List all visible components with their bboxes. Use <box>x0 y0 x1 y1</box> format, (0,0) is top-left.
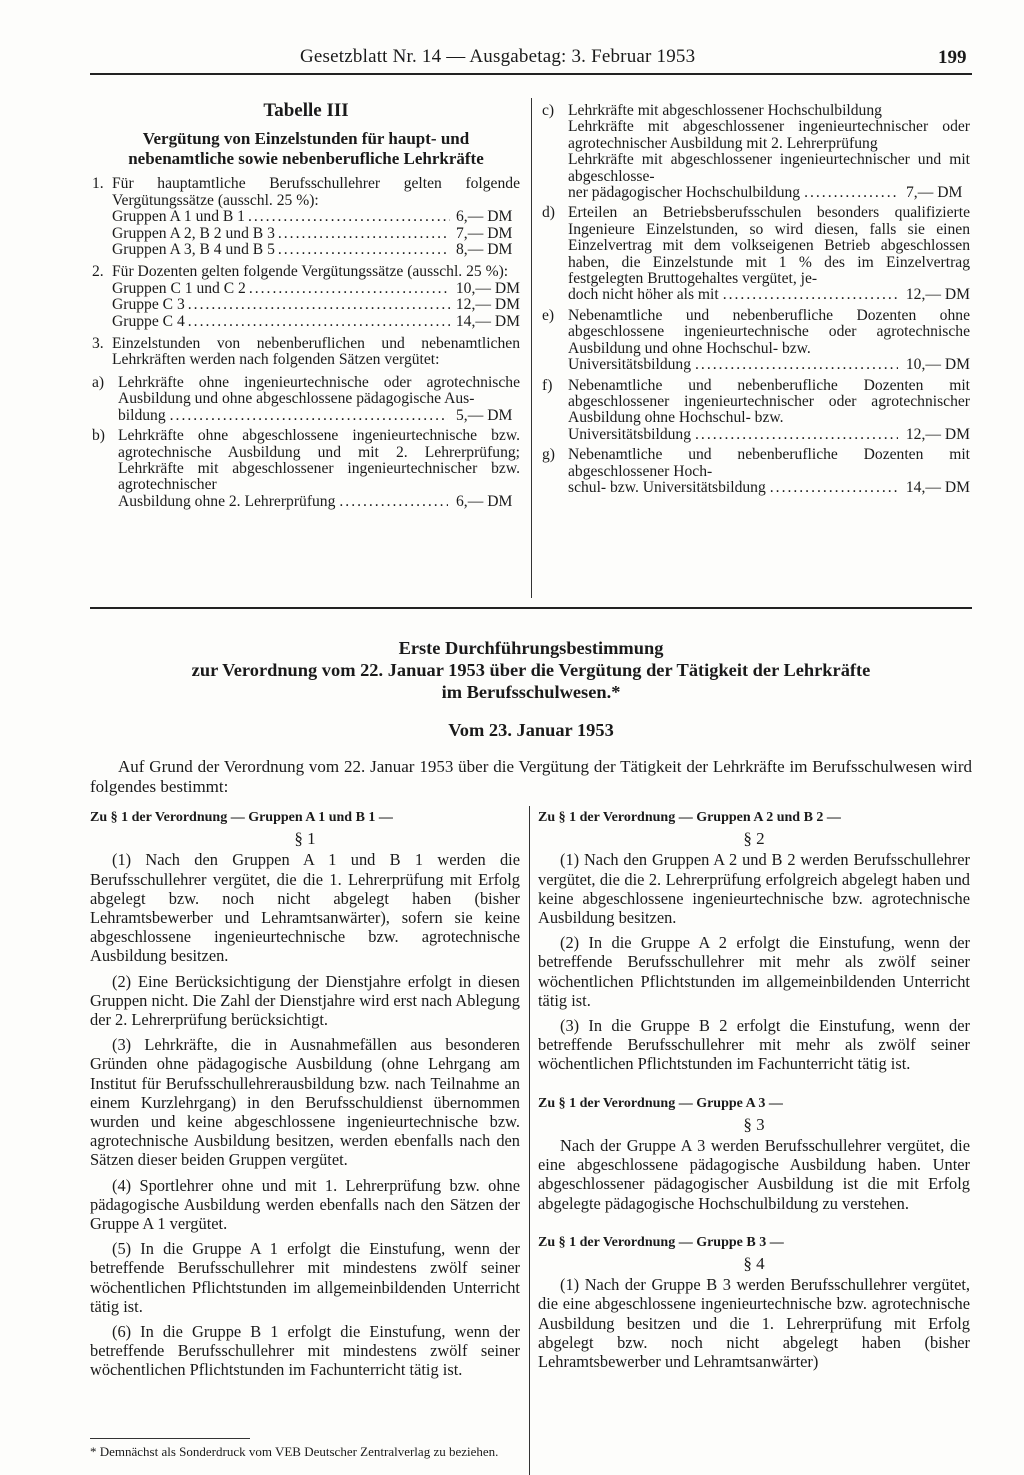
leader-dots <box>188 297 450 313</box>
sub-last-line <box>568 480 970 496</box>
rate-amount: 14,— DM <box>455 312 520 330</box>
sub-last-text: ner pädagogischer Hochschulbildung <box>568 184 801 202</box>
sub-amount: 12,— DM <box>905 286 970 304</box>
leader-dots <box>188 314 450 330</box>
rate-label: Gruppen A 1 und B 1 <box>112 208 245 226</box>
sub-last-line <box>568 185 970 201</box>
paragraph-text: (2) In die Gruppe A 2 erfolgt die Einstufung, wenn der betreffende Berufsschullehrer mit mehr als zwölf seiner wöchentlichen Pflichtstunden im allgemeinbildenden Unterricht tätig ist. <box>538 933 970 1010</box>
sub-letter: c) <box>542 102 555 119</box>
sub-letter: d) <box>542 204 555 222</box>
decree-title-line-3: im Berufsschulwesen.* <box>441 682 621 702</box>
sub-amount: 14,— DM <box>905 478 970 496</box>
table-subtitle-line-1: Vergütung von Einzelstunden für haupt- und <box>142 129 470 149</box>
paragraph-text: (1) Nach den Gruppen A 2 und B 2 werden Berufsschullehrer vergütet, die die 2. Lehrerprüfung erfolgreich abgelegt haben und keine abgeschlossene ingenieurtechnische bzw. agrotechnische Ausbildung besitzen. <box>538 850 970 928</box>
sub-letter: g) <box>542 446 555 464</box>
sub-item-g <box>542 447 970 496</box>
footnote: * Demnächst als Sonderdruck vom VEB Deutscher Zentralverlag zu beziehen. <box>90 1444 499 1459</box>
sub-amount: 6,— DM <box>456 492 513 510</box>
paragraph-mark: § 3 <box>743 1114 765 1134</box>
sub-text: Nebenamtliche und nebenberufliche Dozenten mit abgeschlossener ingenieurtechnischer oder agrotechnischer Ausbildung ohne Hochschul- bzw. <box>568 376 970 427</box>
column-divider <box>529 806 530 1475</box>
sub-text: Erteilen an Betriebsberufsschulen besonders qualifizierte Ingenieure Einzelstunden, so wird diesen, falls sie einen Einzelvertrag mit dem volkseigenen Betrieb abgeschlossen haben, die Einzelstunde mit 1 % des im Einzelvertrag festgelegten Bruttogehaltes vergütet, je- <box>568 204 970 288</box>
paragraph-text: (3) Lehrkräfte, die in Ausnahmefällen aus besonderen Gründen ohne pädagogische Ausbildung (ohne Lehrgang am Institut für Berufsschullehrerausbildung bzw. nach Teilnahme an einem Kurzlehrgang) in den Berufsschuldienst übernommen wurden und keine abgeschlossene ingenieurtechnische bzw. agrotechnische Ausbildung besitzen, werden ebenfalls nach den Sätzen dieser beiden Gruppen vergütet. <box>90 1035 520 1170</box>
rate-label: Gruppe C 3 <box>112 296 185 314</box>
table-column-divider <box>531 98 532 598</box>
paragraph-text: (1) Nach der Gruppe B 3 werden Berufsschullehrer vergütet, die eine abgeschlossene ingenieurtechnische bzw. agrotechnische Ausbildung besitzen und die 1. Lehrerprüfung mit Erfolg abgelegt bzw. noch nicht abgelegt haben (bisher Lehramtsbewerber und Lehramtsanwärter) <box>538 1275 970 1372</box>
sub-letter: f) <box>542 376 553 394</box>
sub-last-text: bildung <box>118 406 166 424</box>
rate-label: Gruppen A 2, B 2 und B 3 <box>112 224 275 242</box>
sub-text: Lehrkräfte ohne abgeschlossene ingenieurtechnische bzw. agrotechnische Ausbildung und mit 2. Lehrerprüfung; Lehrkräfte mit abgeschlossener ingenieurtechnischer bzw. agrotechnischer <box>118 427 520 494</box>
header-rule <box>90 73 972 75</box>
table3-right-column <box>542 103 970 500</box>
spacer <box>538 1080 970 1094</box>
sub-last-line <box>568 287 970 303</box>
sub-amount: 7,— DM <box>906 184 963 202</box>
paragraph-text: (5) In die Gruppe A 1 erfolgt die Einstufung, wenn der betreffende Berufsschullehrer mit mindestens zwölf seiner wöchentlichen Pflichtstunden im allgemeinbildenden Unterricht tätig ist. <box>90 1239 520 1316</box>
rate-row <box>112 314 520 330</box>
sub-last-text: Ausbildung ohne 2. Lehrerprüfung <box>118 492 336 510</box>
paragraph-text: (1) Nach den Gruppen A 1 und B 1 werden die Berufsschullehrer vergütet, die die 1. Lehrerprüfung mit Erfolg abgelegt bzw. noch nicht abgelegt haben (bisher Lehramtsbewerber und Lehramtsanwärter), sofern sie keine abgeschlossene ingenieurtechnische bzw. agrotechnische Ausbildung besitzen. <box>90 850 520 966</box>
leader-dots <box>248 209 450 225</box>
rate-amount: 6,— DM <box>456 208 513 226</box>
sub-last-text: doch nicht höher als mit <box>568 286 719 304</box>
sub-text: Nebenamtliche und nebenberufliche Dozenten ohne abgeschlossene ingenieurtechnische oder agrotechnische Ausbildung und ohne Hochschul- bzw. <box>568 306 970 357</box>
section-heading: Zu § 1 der Verordnung — Gruppen A 2 und B 2 — <box>538 810 841 825</box>
item-text: Einzelstunden von nebenberuflichen und nebenamtlichen Lehrkräften werden nach folgenden Sätzen vergütet: <box>112 335 520 369</box>
sub-last-line <box>568 427 970 443</box>
table-subtitle-line-2: nebenamtliche sowie nebenberufliche Lehrkräfte <box>128 149 484 169</box>
sub-amount: 5,— DM <box>456 406 513 424</box>
rate-amount: 12,— DM <box>455 296 520 314</box>
leader-dots <box>770 480 898 496</box>
sub-item-c <box>542 103 970 201</box>
table-title: Tabelle III <box>263 100 349 121</box>
sub-last-text: Universitätsbildung <box>568 425 692 443</box>
rate-amount: 10,— DM <box>455 279 520 297</box>
item-text: Für Dozenten gelten folgende Vergütungssätze (ausschl. 25 %): <box>112 263 509 281</box>
sub-text-3: Lehrkräfte mit abgeschlossener ingenieurtechnischer und mit abgeschlosse- <box>568 151 970 185</box>
leader-dots <box>695 357 898 373</box>
decree-title <box>90 637 972 703</box>
section-heading: Zu § 1 der Verordnung — Gruppen A 1 und B 1 — <box>90 810 393 825</box>
section-rule <box>90 607 972 609</box>
section-heading: Zu § 1 der Verordnung — Gruppe A 3 — <box>538 1095 783 1111</box>
paragraph-mark: § 2 <box>743 829 765 849</box>
sub-text-2: Lehrkräfte mit abgeschlossener ingenieurtechnischer oder agrotechnischer Ausbildung mit 2. Lehrerprüfung <box>568 118 970 152</box>
sub-amount: 12,— DM <box>905 425 970 443</box>
table3-left-column <box>92 100 520 514</box>
sub-item-e <box>542 308 970 374</box>
table-item-1 <box>92 176 520 258</box>
sub-last-text: Universitätsbildung <box>568 356 692 374</box>
sub-last-line <box>568 357 970 373</box>
sub-letter: b) <box>92 427 105 445</box>
sub-last-line <box>118 494 520 510</box>
sub-letter: a) <box>92 373 105 391</box>
item-number: 2. <box>92 263 104 281</box>
rate-amount: 8,— DM <box>456 241 513 259</box>
leader-dots <box>339 494 448 510</box>
leader-dots <box>278 226 450 242</box>
sub-item-f <box>542 378 970 444</box>
sub-letter: e) <box>542 306 555 324</box>
rate-label: Gruppen A 3, B 4 und B 5 <box>112 241 275 259</box>
decree-title-line-1: Erste Durchführungsbestimmung <box>398 638 664 658</box>
page-number: 199 <box>938 47 967 68</box>
paragraph-text: Nach der Gruppe A 3 werden Berufsschullehrer vergütet, die eine abgeschlossene pädagogische Ausbildung haben. Unter abgeschlossener pädagogischer Ausbildung ist die mit Erfolg abgelegte pädagogische Hochschulbildung zu verstehen. <box>538 1136 970 1213</box>
sub-item-d <box>542 205 970 303</box>
decree-title-line-2: zur Verordnung vom 22. Januar 1953 über die Vergütung der Tätigkeit der Lehrkräfte <box>191 660 871 680</box>
table-item-3 <box>92 336 520 369</box>
rate-row <box>112 209 520 225</box>
item-number: 1. <box>92 175 104 193</box>
sub-last-text: schul- bzw. Universitätsbildung <box>568 478 766 496</box>
rate-row <box>112 242 520 258</box>
rate-label: Gruppe C 4 <box>112 312 185 330</box>
leader-dots <box>695 427 898 443</box>
paragraph-text: (6) In die Gruppe B 1 erfolgt die Einstufung, wenn der betreffende Berufsschullehrer mit mindestens zwölf seiner wöchentlichen Pflichtstunden im Fachunterricht tätig ist. <box>90 1322 520 1380</box>
sub-item-a <box>92 375 520 424</box>
leader-dots <box>249 281 450 297</box>
paragraph-text: (2) Eine Berücksichtigung der Dienstjahre erfolgt in diesen Gruppen nicht. Die Zahl der Dienstjahre wird erst nach Ablegung der 2. Lehrerprüfung berücksichtigt. <box>90 971 520 1030</box>
sub-item-b <box>92 428 520 510</box>
sub-text: Lehrkräfte ohne ingenieurtechnische oder agrotechnische Ausbildung und ohne abgeschlossene pädagogische Aus- <box>118 373 520 408</box>
rate-row <box>112 226 520 242</box>
paragraph-mark: § 4 <box>743 1254 765 1274</box>
rate-label: Gruppen C 1 und C 2 <box>112 279 246 297</box>
section-heading: Zu § 1 der Verordnung — Gruppe B 3 — <box>538 1234 784 1250</box>
rate-row <box>112 281 520 297</box>
decree-date: Vom 23. Januar 1953 <box>448 720 614 740</box>
footnote-rule <box>90 1438 250 1439</box>
decree-intro: Auf Grund der Verordnung vom 22. Januar 1953 über die Vergütung der Tätigkeit der Lehrkräfte im Berufsschulwesen wird folgendes bestimmt: <box>90 757 972 796</box>
spacer <box>538 1219 970 1233</box>
paragraph-text: (4) Sportlehrer ohne und mit 1. Lehrerprüfung bzw. ohne pädagogische Ausbildung werden ebenfalls nach den Sätzen der Gruppe A 1 vergütet. <box>90 1175 520 1234</box>
table-subtitle <box>92 129 520 169</box>
leader-dots <box>723 287 898 303</box>
page-header: Gesetzblatt Nr. 14 — Ausgabetag: 3. Februar 1953 <box>300 46 696 67</box>
leader-dots <box>170 408 448 424</box>
sub-last-line <box>118 408 520 424</box>
rate-row <box>112 297 520 313</box>
sub-text: Lehrkräfte mit abgeschlossener Hochschulbildung <box>568 102 882 119</box>
item-text: Für hauptamtliche Berufsschullehrer gelten folgende Vergütungssätze (ausschl. 25 %): <box>112 175 520 209</box>
paragraph-text: (3) In die Gruppe B 2 erfolgt die Einstufung, wenn der betreffende Berufsschullehrer mit mehr als zwölf seiner wöchentlichen Pflichtstunden im Fachunterricht tätig ist. <box>538 1016 970 1074</box>
item-number: 3. <box>92 335 104 353</box>
sub-text: Nebenamtliche und nebenberufliche Dozenten mit abgeschlossener Hoch- <box>568 446 970 480</box>
sub-amount: 10,— DM <box>905 356 970 374</box>
rate-amount: 7,— DM <box>456 224 513 242</box>
leader-dots <box>804 185 898 201</box>
table-item-2 <box>92 264 520 330</box>
paragraph-mark: § 1 <box>294 829 316 849</box>
leader-dots <box>278 242 450 258</box>
decree-right-column <box>538 808 970 1377</box>
decree-left-column <box>90 808 520 1386</box>
